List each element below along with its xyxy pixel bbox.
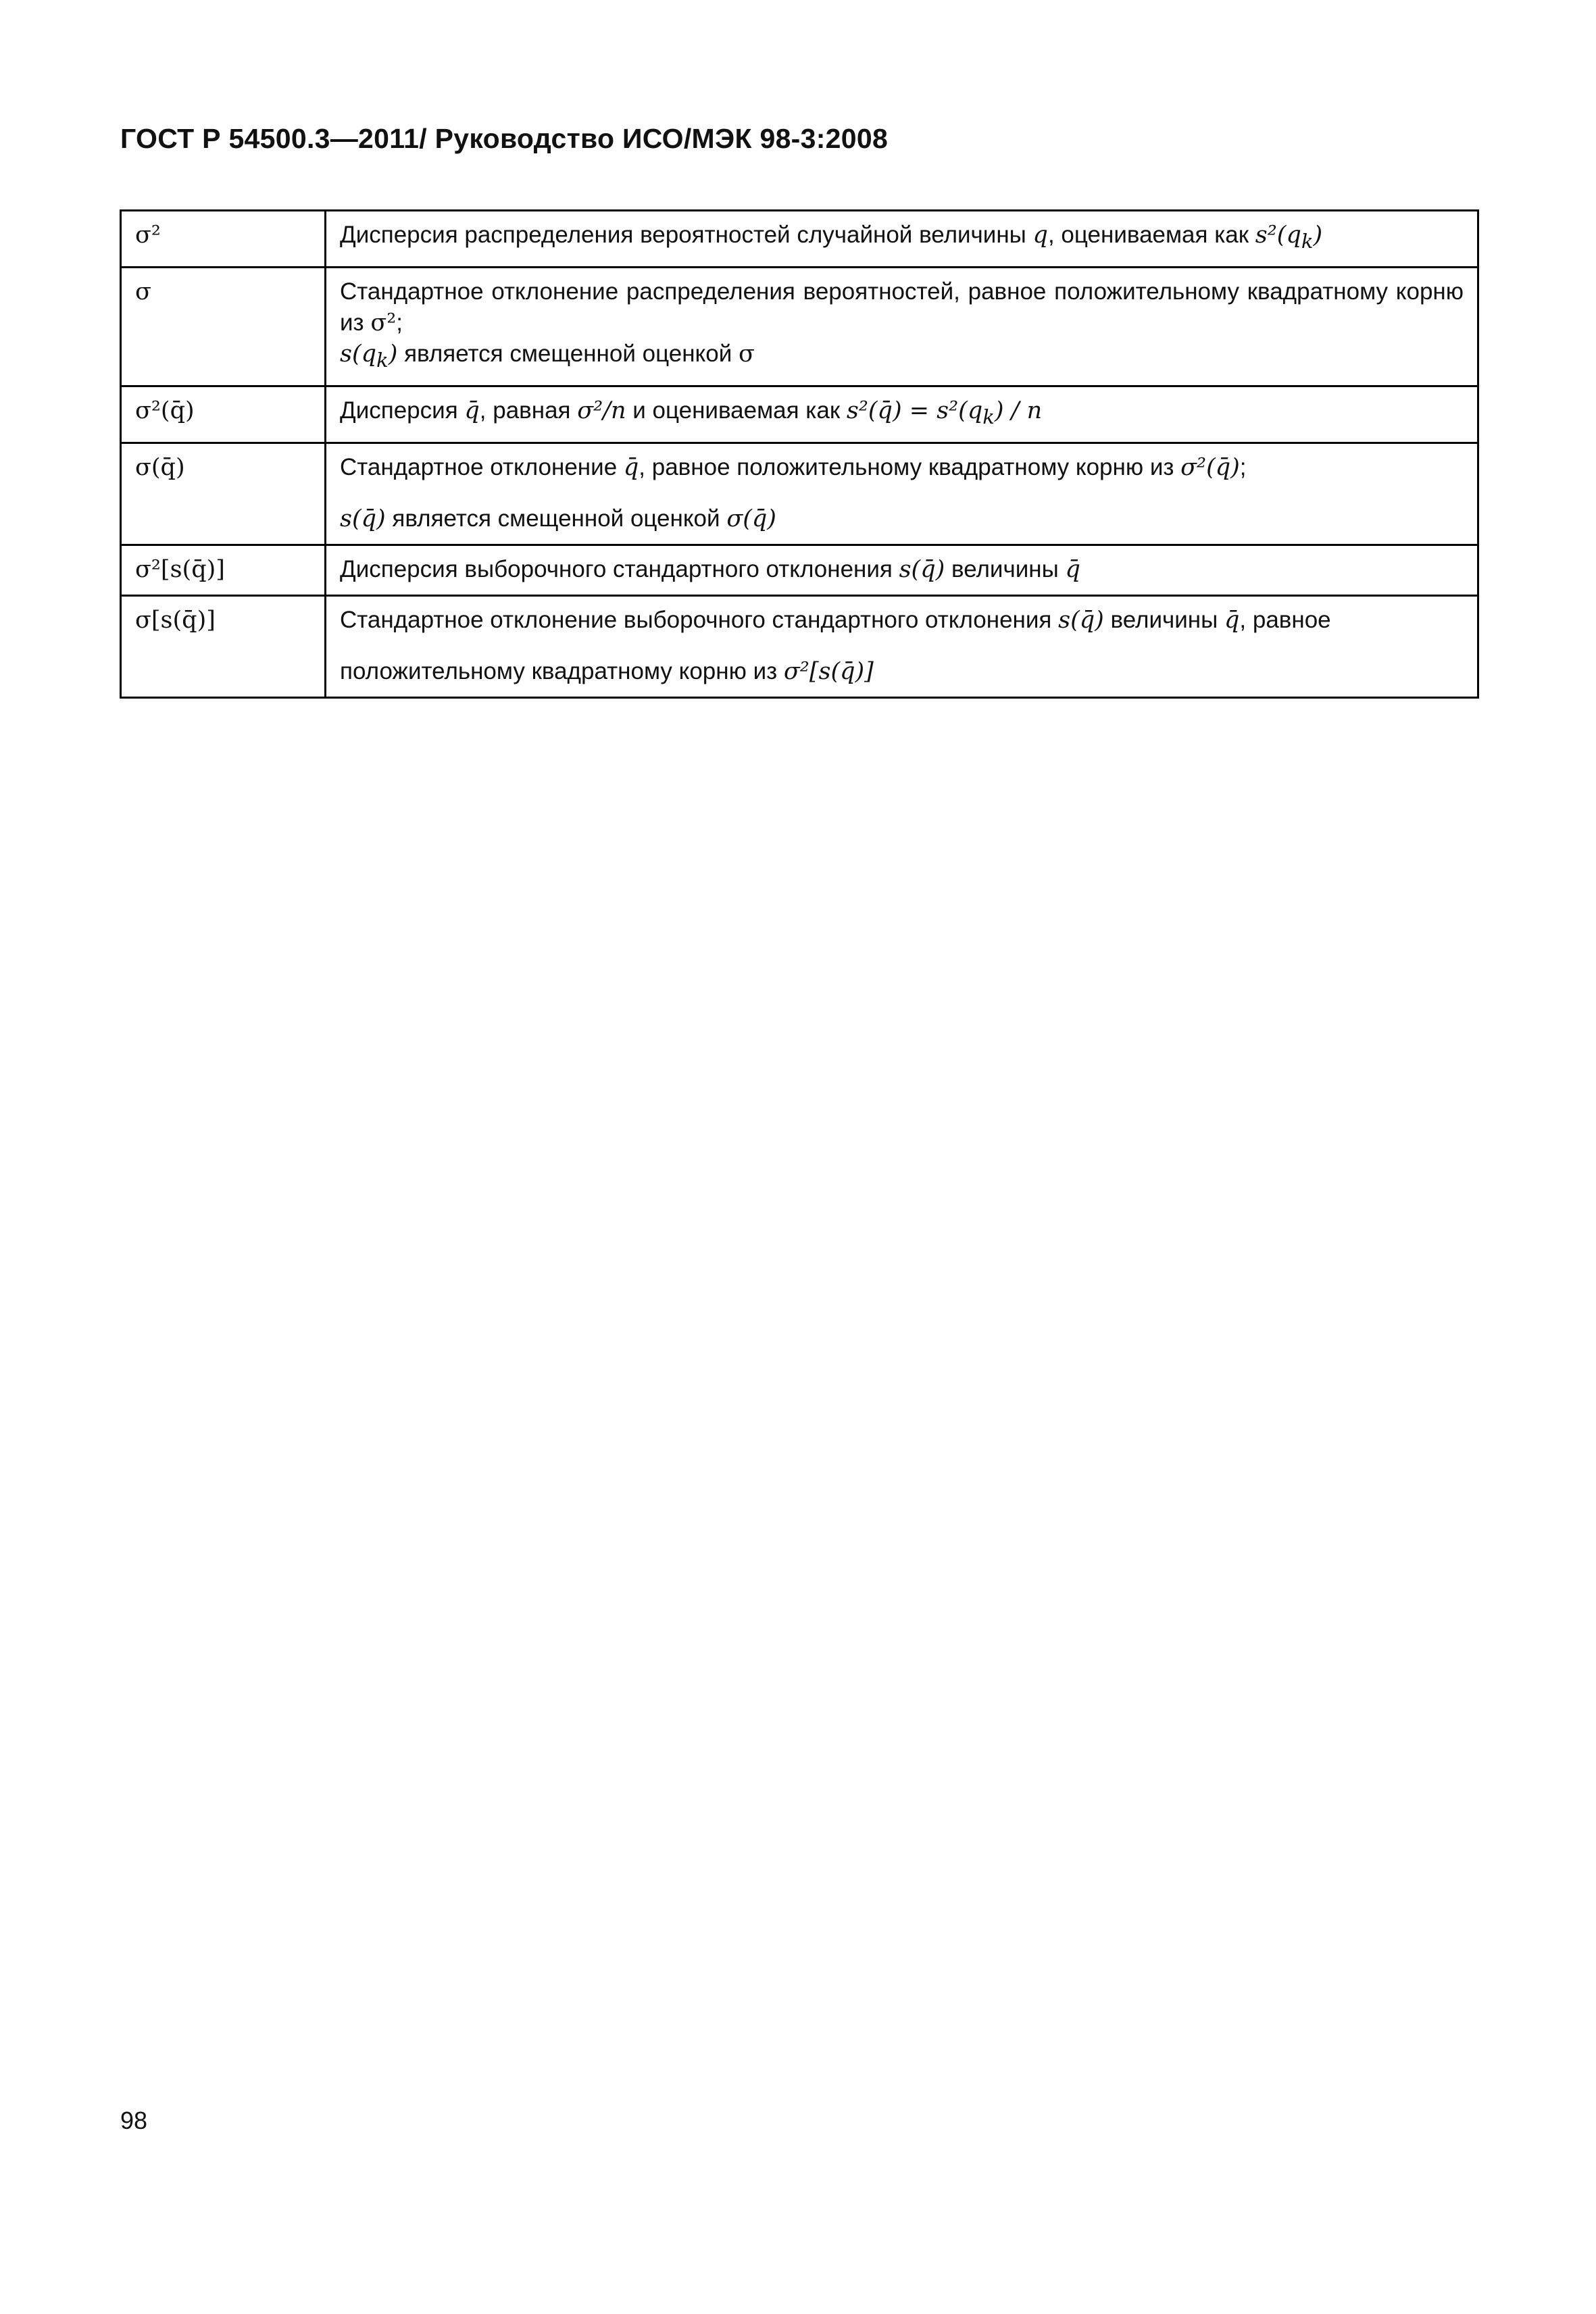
table-row bbox=[121, 545, 1478, 596]
symbol-cell: σ(q̄) bbox=[121, 443, 326, 545]
page-number: 98 bbox=[120, 2107, 148, 2134]
symbol-cell: σ[s(q̄)] bbox=[121, 596, 326, 698]
page-header: ГОСТ Р 54500.3—2011/ Руководство ИСО/МЭК 98-3:2008 bbox=[120, 123, 889, 154]
symbol-cell: σ²(q̄) bbox=[121, 386, 326, 443]
table-row bbox=[121, 596, 1478, 698]
table-row bbox=[121, 443, 1478, 545]
description-cell: Стандартное отклонение выборочного стандартного отклонения s(q̄) величины q̄, равное положительному квадратному корню из σ²[s(q̄)] bbox=[326, 596, 1478, 698]
symbol-cell: σ bbox=[121, 268, 326, 386]
table-row bbox=[121, 268, 1478, 386]
symbol-cell: σ²[s(q̄)] bbox=[121, 545, 326, 596]
description-cell: Стандартное отклонение распределения вероятностей, равное положительному квадратному корню из σ²; $s(q_k)$ является смещенной оценкой σ bbox=[326, 268, 1478, 386]
description-cell: Дисперсия q̄, равная σ²/n и оцениваемая как s²(q̄) = $s^2(q_k)$ / n bbox=[326, 386, 1478, 443]
description-cell: Дисперсия распределения вероятностей случайной величины q, оцениваемая как $s^2(q_k)$ bbox=[326, 211, 1478, 268]
table-row bbox=[121, 386, 1478, 443]
notation-table bbox=[120, 209, 1479, 699]
symbol-cell: σ² bbox=[121, 211, 326, 268]
table-row bbox=[121, 211, 1478, 268]
description-cell: Стандартное отклонение q̄, равное положительному квадратному корню из σ²(q̄); s(q̄) является смещенной оценкой σ(q̄) bbox=[326, 443, 1478, 545]
description-cell: Дисперсия выборочного стандартного отклонения s(q̄) величины q̄ bbox=[326, 545, 1478, 596]
